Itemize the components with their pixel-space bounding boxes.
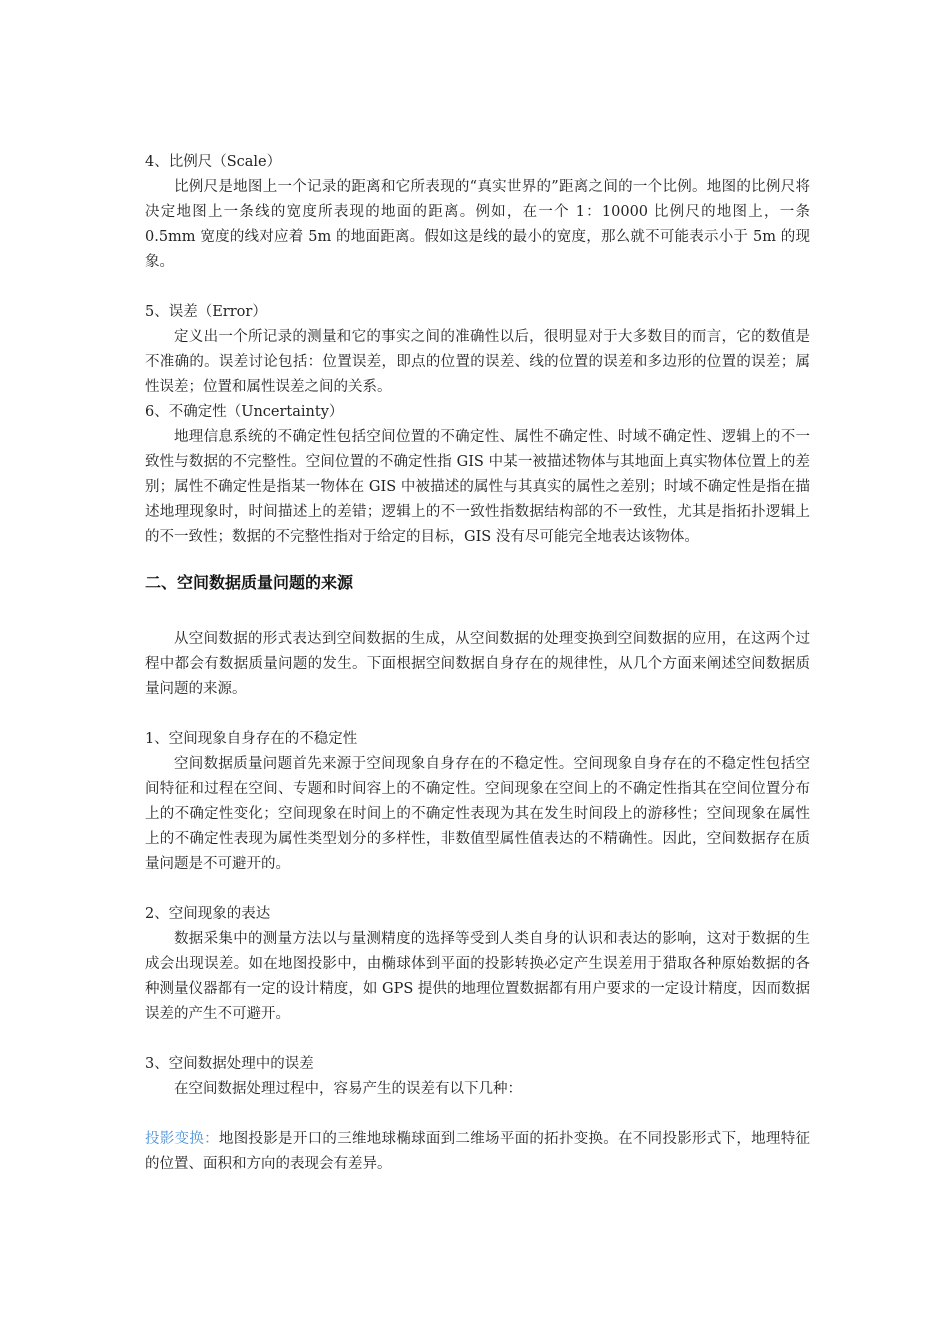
projection-term: 投影变换： (145, 1131, 219, 1147)
representation-heading: 2、空间现象的表达 (145, 906, 271, 922)
spacer (145, 595, 810, 627)
spacer (145, 1102, 810, 1127)
spacer (145, 550, 810, 570)
uncertainty-heading: 6、不确定性（Uncertainty） (145, 404, 344, 420)
document-page (145, 150, 810, 1177)
projection-text: 地图投影是开口的三维地球椭球面到二维场平面的拓扑变换。在不同投影形式下，地理特征的位置、面积和方向的表现会有差异。 (145, 1131, 810, 1172)
spacer (145, 702, 810, 727)
error-heading: 5、误差（Error） (145, 304, 267, 320)
instability-heading: 1、空间现象自身存在的不稳定性 (145, 731, 358, 747)
scale-paragraph: 比例尺是地图上一个记录的距离和它所表现的“真实世界的”距离之间的一个比例。地图的比例尺将决定地图上一条线的宽度所表现的地面的距离。例如，在一个 1：10000 比例尺的地图上，一条 0.5mm 宽度的线对应着 5m 的地面距离。假如这是线的最小的宽度，那么就不可能表示小于 5m 的现象。 (145, 179, 810, 270)
instability-paragraph: 空间数据质量问题首先来源于空间现象自身存在的不稳定性。空间现象自身存在的不稳定性包括空间特征和过程在空间、专题和时间容上的不确定性。空间现象在空间上的不确定性指其在空间位置分布上的不确定性变化；空间现象在时间上的不确定性表现为其在发生时间段上的游移性；空间现象在属性上的不确定性表现为属性类型划分的多样性，非数值型属性值表达的不精确性。因此，空间数据存在质量问题是不可避开的。 (145, 756, 810, 872)
section-title: 二、空间数据质量问题的来源 (145, 573, 354, 592)
spacer (145, 1027, 810, 1052)
processing-error-heading: 3、空间数据处理中的误差 (145, 1056, 314, 1072)
section-intro-paragraph: 从空间数据的形式表达到空间数据的生成，从空间数据的处理变换到空间数据的应用，在这两个过程中都会有数据质量问题的发生。下面根据空间数据自身存在的规律性，从几个方面来阐述空间数据质量问题的来源。 (145, 631, 810, 697)
spacer (145, 275, 810, 300)
uncertainty-paragraph: 地理信息系统的不确定性包括空间位置的不确定性、属性不确定性、时域不确定性、逻辑上的不一致性与数据的不完整性。空间位置的不确定性指 GIS 中某一被描述物体与其地面上真实物体位置上的差别；属性不确定性是指某一物体在 GIS 中被描述的属性与其真实的属性之差别；时域不确定性是指在描述地理现象时，时间描述上的差错；逻辑上的不一致性指数据结构部的不一致性，尤其是指拓扑逻辑上的不一致性；数据的不完整性指对于给定的目标，GIS 没有尽可能完全地表达该物体。 (145, 429, 810, 545)
error-paragraph: 定义出一个所记录的测量和它的事实之间的准确性以后，很明显对于大多数目的而言，它的数值是不准确的。误差讨论包括：位置误差，即点的位置的误差、线的位置的误差和多边形的位置的误差；属性误差；位置和属性误差之间的关系。 (145, 329, 810, 395)
processing-error-paragraph: 在空间数据处理过程中，容易产生的误差有以下几种： (174, 1081, 522, 1097)
scale-heading: 4、比例尺（Scale） (145, 154, 282, 170)
projection-paragraph (145, 1127, 810, 1177)
spacer (145, 877, 810, 902)
representation-paragraph: 数据采集中的测量方法以与量测精度的选择等受到人类自身的认识和表达的影响，这对于数据的生成会出现误差。如在地图投影中，由椭球体到平面的投影转换必定产生误差用于猎取各种原始数据的各种测量仪器都有一定的设计精度，如 GPS 提供的地理位置数据都有用户要求的一定设计精度，因而数据误差的产生不可避开。 (145, 931, 810, 1022)
